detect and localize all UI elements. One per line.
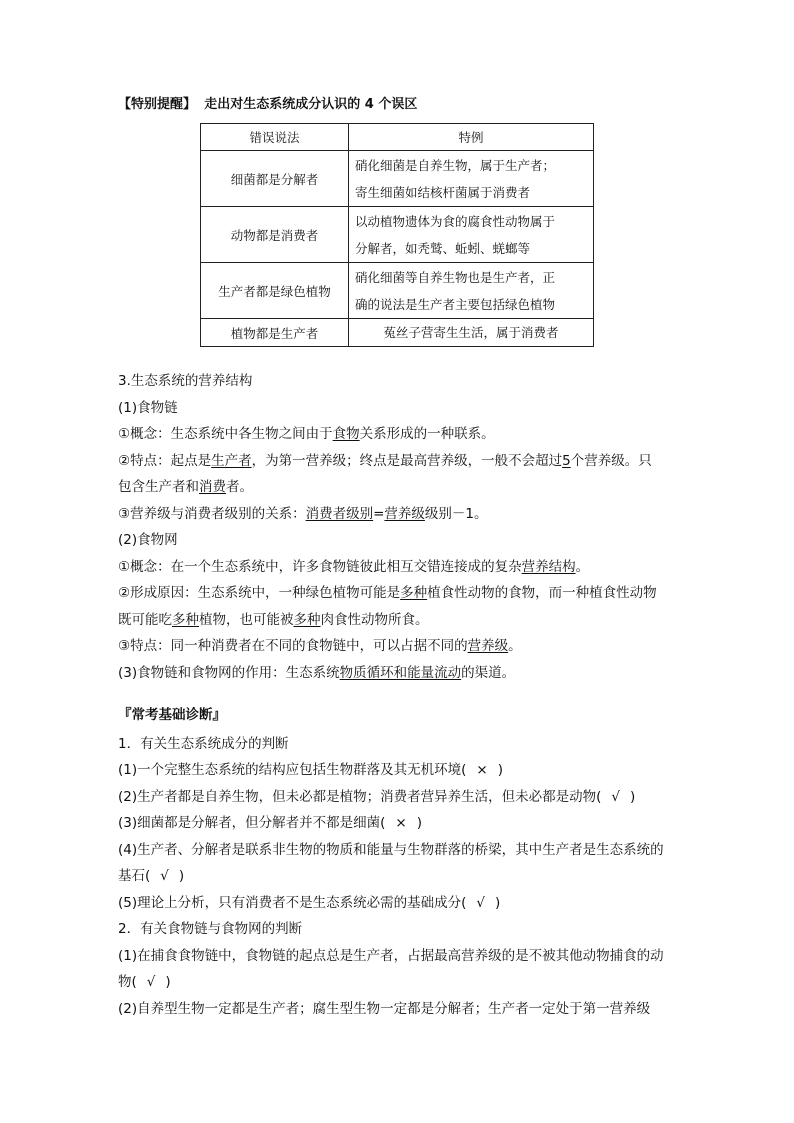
example-line: 确的说法是生产者主要包括绿色植物 [355, 296, 556, 312]
wrong-claim: 生产者都是绿色植物 [201, 263, 349, 319]
answer-mark: √ [160, 868, 169, 884]
table-header-row [201, 124, 594, 151]
answer-mark: × [395, 815, 407, 831]
wrong-claim: 动物都是消费者 [201, 207, 349, 263]
counter-example [349, 263, 594, 319]
counter-example [349, 207, 594, 263]
basic-diagnosis-section [118, 702, 680, 1022]
food-chain-role: (3)食物链和食物网的作用：生态系统物质循环和能量流动的渠道。 [118, 664, 516, 681]
table-row [201, 207, 594, 263]
example-line: 以动植物遗体为食的腐食性动物属于 [355, 213, 556, 229]
reminder-label: 【特别提醒】 [118, 97, 197, 112]
subsection-food-chain: (1)食物链 [118, 399, 178, 416]
misconception-table [200, 123, 594, 347]
wrong-claim: 植物都是生产者 [201, 319, 349, 347]
answer-mark: √ [476, 894, 485, 911]
header-example: 特例 [349, 124, 594, 151]
food-web-cause: ②形成原因：生态系统中，一种绿色植物可能是多种植食性动物的食物，而一种植食性动物 既可能吃多种植物，也可能被多种肉食性动物所食。 [118, 585, 657, 628]
judgement-item: (1)一个完整生态系统的结构应包括生物群落及其无机环境( × ) [118, 757, 680, 784]
judgement-group-title: 1．有关生态系统成分的判断 [118, 735, 289, 752]
counter-example [349, 151, 594, 207]
judgement-item: (2)生产者都是自养生物，但未必都是植物；消费者营异养生活，但未必都是动物( √ ) [118, 784, 680, 811]
answer-mark: × [476, 762, 488, 778]
example-line: 分解者，如秃鹫、蚯蚓、蜣螂等 [355, 240, 531, 256]
example-line: 寄生细菌如结核杆菌属于消费者 [355, 184, 531, 200]
food-web-feature: ③特点：同一种消费者在不同的食物链中，可以占据不同的营养级。 [118, 638, 522, 654]
table-row [201, 319, 594, 347]
judgement-item: (2)自养型生物一定都是生产者；腐生型生物一定都是分解者；生产者一定处于第一营养级 [118, 1000, 651, 1017]
subsection-food-web: (2)食物网 [118, 532, 178, 548]
judgement-group-title: 2．有关食物链与食物网的判断 [118, 921, 303, 937]
table-row [201, 263, 594, 319]
judgement-item: (4)生产者、分解者是联系非生物的物质和能量与生物群落的桥梁，其中生产者是生态系统的 基石( √ ) [118, 837, 680, 890]
example-line: 硝化细菌是自养生物，属于生产者； [355, 157, 556, 173]
judgement-item: (1)在捕食食物链中，食物链的起点总是生产者，占据最高营养级的是不被其他动物捕食的动 物( √ ) [118, 943, 680, 996]
counter-example [349, 319, 594, 347]
reminder-text: 走出对生态系统成分认识的 4 个误区 [204, 97, 418, 112]
food-web-concept: ①概念：在一个生态系统中，许多食物链彼此相互交错连接成的复杂营养结构。 [118, 558, 590, 575]
answer-mark: √ [146, 974, 156, 990]
table-row [201, 151, 594, 207]
example-line: 硝化细菌等自养生物也是生产者，正 [355, 269, 556, 285]
diagnosis-heading: 『常考基础诊断』 [118, 707, 226, 723]
level-relation: ③营养级与消费者级别的关系：消费者级别=营养级级别－1。 [118, 505, 488, 522]
section-title: 3.生态系统的营养结构 [118, 373, 253, 389]
judgement-item: (5)理论上分析，只有消费者不是生态系统必需的基础成分( √ ) [118, 890, 680, 917]
nutrition-structure-section [118, 368, 680, 686]
example-line: 菟丝子营寄生生活，属于消费者 [383, 325, 559, 340]
header-wrong: 错误说法 [201, 124, 349, 151]
wrong-claim: 细菌都是分解者 [201, 151, 349, 207]
food-chain-features: ②特点：起点是生产者，为第一营养级；终点是最高营养级，一般不会超过5个营养级。只 包含生产者和消费者。 [118, 452, 652, 495]
answer-mark: √ [611, 788, 620, 805]
special-reminder [118, 96, 417, 114]
judgement-item: (3)细菌都是分解者，但分解者并不都是细菌( × ) [118, 810, 680, 837]
food-chain-concept: ①概念：生态系统中各生物之间由于食物关系形成的一种联系。 [118, 426, 495, 442]
